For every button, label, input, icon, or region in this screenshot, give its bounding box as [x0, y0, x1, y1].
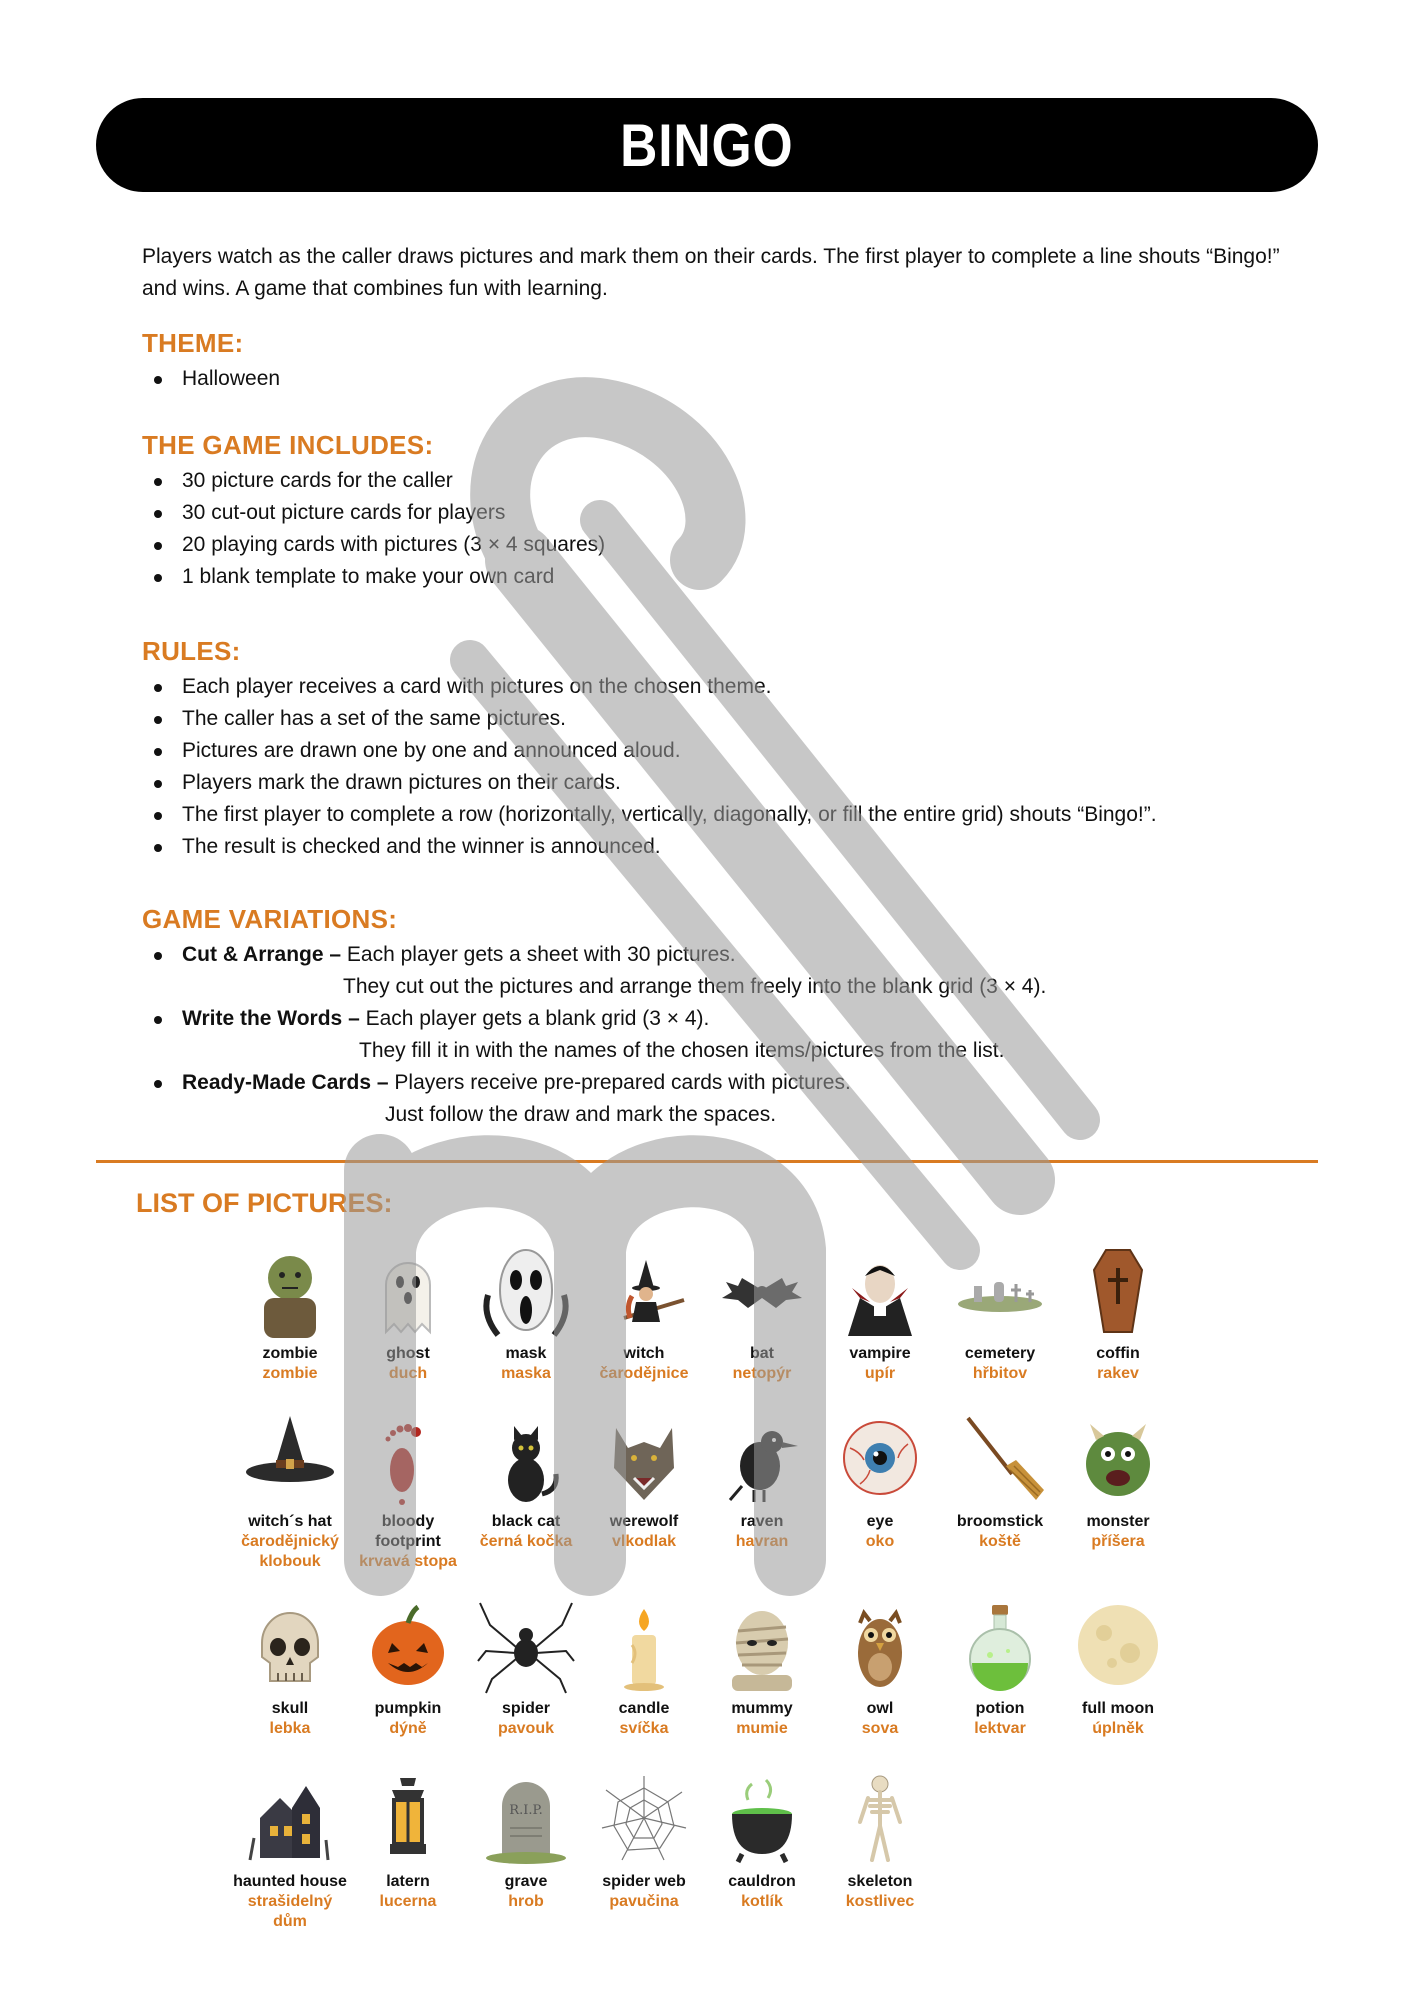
- picture-card: [348, 1408, 468, 1572]
- cemetery-icon: [950, 1240, 1050, 1340]
- picture-card: [348, 1595, 468, 1739]
- raven-icon: [712, 1408, 812, 1508]
- skeleton-icon: [830, 1768, 930, 1868]
- coffin-icon: [1068, 1240, 1168, 1340]
- monster-icon: [1068, 1408, 1168, 1508]
- skull-icon: [240, 1595, 340, 1695]
- picture-label-en: haunted house: [233, 1873, 347, 1890]
- rules-section: [142, 636, 1292, 863]
- rules-item: Each player receives a card with pictures on the chosen theme.: [182, 671, 1292, 703]
- variation-line2: Just follow the draw and mark the spaces.: [385, 1103, 777, 1126]
- picture-label-cz: vlkodlak: [611, 1533, 677, 1550]
- picture-card: [820, 1595, 940, 1739]
- picture-card: [584, 1595, 704, 1739]
- picture-card: [230, 1768, 350, 1932]
- rules-item: The first player to complete a row (horizontally, vertically, diagonally, or fill the entire grid) shouts “Bingo!”.: [182, 799, 1292, 831]
- variation-name: Write the Words –: [182, 1007, 360, 1030]
- variation-name: Ready-Made Cards –: [182, 1071, 389, 1094]
- picture-label-en: eye: [866, 1513, 894, 1530]
- eye-icon: [830, 1408, 930, 1508]
- picture-card: [1058, 1595, 1178, 1739]
- picture-label-cz: strašidelný dům: [247, 1893, 333, 1930]
- picture-label-cz: lebka: [269, 1720, 311, 1737]
- picture-label-cz: krvavá stopa: [359, 1553, 457, 1570]
- picture-label-cz: hrob: [508, 1893, 544, 1910]
- picture-card: [584, 1240, 704, 1384]
- variation-name: Cut & Arrange –: [182, 943, 342, 966]
- rules-heading: RULES:: [142, 636, 241, 666]
- variation-line1: Each player gets a sheet with 30 pictures.: [341, 943, 736, 966]
- picture-card: [820, 1768, 940, 1912]
- picture-label-en: vampire: [849, 1345, 911, 1362]
- picture-card: [702, 1768, 822, 1912]
- picture-label-en: skeleton: [847, 1873, 913, 1890]
- picture-label-en: witch: [623, 1345, 665, 1362]
- footprint-icon: [358, 1408, 458, 1508]
- picture-label-cz: čarodějnice: [599, 1365, 689, 1382]
- picture-card: [466, 1768, 586, 1912]
- picture-label-cz: pavučina: [609, 1893, 679, 1910]
- picture-card: [702, 1240, 822, 1384]
- picture-label-cz: rakev: [1097, 1365, 1139, 1382]
- picture-label-en: ghost: [386, 1345, 430, 1362]
- picture-label-cz: upír: [864, 1365, 896, 1382]
- picture-label-cz: čarodějnický klobouk: [241, 1533, 339, 1570]
- picture-label-en: owl: [866, 1700, 894, 1717]
- rules-item: Pictures are drawn one by one and announced aloud.: [182, 735, 1292, 767]
- picture-label-en: skull: [271, 1700, 309, 1717]
- rules-item: The result is checked and the winner is announced.: [182, 831, 1292, 863]
- picture-label-en: witch´s hat: [248, 1513, 332, 1530]
- black-cat-icon: [476, 1408, 576, 1508]
- title-bar: [96, 98, 1318, 192]
- picture-label-en: cauldron: [728, 1873, 796, 1890]
- picture-label-cz: příšera: [1091, 1533, 1145, 1550]
- full-moon-icon: [1068, 1595, 1168, 1695]
- includes-item: 30 picture cards for the caller: [182, 465, 1292, 497]
- intro-paragraph: Players watch as the caller draws pictures and mark them on their cards. The first player to complete a line shouts “Bingo!” and wins. A game that combines fun with learning.: [142, 245, 1280, 300]
- picture-card: [1058, 1240, 1178, 1384]
- picture-card: [940, 1240, 1060, 1384]
- picture-card: [584, 1768, 704, 1912]
- variation-line1: Each player gets a blank grid (3 × 4).: [359, 1007, 710, 1030]
- picture-label-cz: svíčka: [619, 1720, 669, 1737]
- picture-card: [348, 1768, 468, 1912]
- picture-label-en: black cat: [491, 1513, 561, 1530]
- zombie-icon: [240, 1240, 340, 1340]
- includes-item: 30 cut-out picture cards for players: [182, 497, 1292, 529]
- includes-heading: THE GAME INCLUDES:: [142, 430, 434, 460]
- broomstick-icon: [950, 1408, 1050, 1508]
- picture-label-en: bat: [750, 1345, 774, 1362]
- variations-heading: GAME VARIATIONS:: [142, 904, 398, 934]
- haunted-house-icon: [240, 1768, 340, 1868]
- picture-card: [466, 1408, 586, 1552]
- witch-hat-icon: [240, 1408, 340, 1508]
- picture-label-en: candle: [618, 1700, 670, 1717]
- picture-label-cz: duch: [388, 1365, 428, 1382]
- picture-label-en: monster: [1086, 1513, 1150, 1530]
- picture-label-en: grave: [504, 1873, 548, 1890]
- picture-card: [230, 1240, 350, 1384]
- picture-label-en: broomstick: [956, 1513, 1044, 1530]
- variation-item: [182, 939, 1292, 1003]
- pictures-heading: LIST OF PICTURES:: [136, 1188, 393, 1218]
- picture-label-en: cemetery: [964, 1345, 1036, 1362]
- includes-item: 1 blank template to make your own card: [182, 561, 1292, 593]
- variation-line2: They fill it in with the names of the chosen items/pictures from the list.: [359, 1039, 1005, 1062]
- picture-card: [820, 1240, 940, 1384]
- page-title: BINGO: [620, 111, 794, 179]
- picture-card: [702, 1408, 822, 1552]
- picture-label-cz: hřbitov: [972, 1365, 1028, 1382]
- picture-label-en: raven: [740, 1513, 784, 1530]
- picture-card: [466, 1595, 586, 1739]
- potion-icon: [950, 1595, 1050, 1695]
- picture-label-cz: mumie: [736, 1720, 788, 1737]
- picture-label-en: spider web: [602, 1873, 686, 1890]
- picture-label-en: full moon: [1082, 1700, 1154, 1717]
- picture-label-cz: koště: [979, 1533, 1021, 1550]
- picture-label-cz: pavouk: [497, 1720, 554, 1737]
- theme-section: [142, 328, 1292, 395]
- picture-label-cz: lektvar: [974, 1720, 1026, 1737]
- picture-card: [230, 1408, 350, 1572]
- picture-label-cz: havran: [735, 1533, 789, 1550]
- spider-web-icon: [594, 1768, 694, 1868]
- variations-section: [142, 904, 1292, 1131]
- pumpkin-icon: [358, 1595, 458, 1695]
- section-divider: [96, 1160, 1318, 1163]
- picture-label-en: mummy: [731, 1700, 793, 1717]
- picture-label-cz: maska: [501, 1365, 551, 1382]
- picture-label-en: mask: [505, 1345, 547, 1362]
- bat-icon: [712, 1240, 812, 1340]
- lantern-icon: [358, 1768, 458, 1868]
- werewolf-icon: [594, 1408, 694, 1508]
- spider-icon: [476, 1595, 576, 1695]
- picture-label-en: werewolf: [609, 1513, 679, 1530]
- picture-label-cz: černá kočka: [479, 1533, 573, 1550]
- mummy-icon: [712, 1595, 812, 1695]
- variation-line1: Players receive pre-prepared cards with pictures.: [388, 1071, 851, 1094]
- picture-label-cz: sova: [861, 1720, 899, 1737]
- owl-icon: [830, 1595, 930, 1695]
- candle-icon: [594, 1595, 694, 1695]
- picture-card: [230, 1595, 350, 1739]
- svg-text:R.I.P.: R.I.P.: [509, 1803, 543, 1818]
- picture-label-en: bloody footprint: [375, 1513, 441, 1550]
- picture-label-en: spider: [501, 1700, 550, 1717]
- picture-label-cz: dýně: [389, 1720, 427, 1737]
- picture-card: [940, 1595, 1060, 1739]
- picture-card: [820, 1408, 940, 1552]
- picture-label-en: latern: [386, 1873, 430, 1890]
- variation-line2: They cut out the pictures and arrange them freely into the blank grid (3 × 4).: [343, 975, 1047, 998]
- picture-label-cz: kotlík: [741, 1893, 783, 1910]
- rules-item: Players mark the drawn pictures on their cards.: [182, 767, 1292, 799]
- theme-heading: THEME:: [142, 328, 244, 358]
- picture-label-cz: úplněk: [1092, 1720, 1144, 1737]
- theme-item: Halloween: [182, 363, 1292, 395]
- picture-label-cz: zombie: [262, 1365, 318, 1382]
- picture-card: [584, 1408, 704, 1552]
- picture-label-en: pumpkin: [374, 1700, 442, 1717]
- picture-card: [940, 1408, 1060, 1552]
- picture-label-cz: lucerna: [379, 1893, 437, 1910]
- vampire-icon: [830, 1240, 930, 1340]
- picture-card: [702, 1595, 822, 1739]
- witch-icon: [594, 1240, 694, 1340]
- includes-item: 20 playing cards with pictures (3 × 4 squares): [182, 529, 1292, 561]
- variation-item: [182, 1067, 1292, 1131]
- picture-label-cz: netopýr: [732, 1365, 792, 1382]
- picture-card: [1058, 1408, 1178, 1552]
- picture-label-en: coffin: [1096, 1345, 1140, 1362]
- picture-card: [348, 1240, 468, 1384]
- ghost-icon: [358, 1240, 458, 1340]
- mask-icon: [476, 1240, 576, 1340]
- picture-card: [466, 1240, 586, 1384]
- grave-icon: [476, 1768, 576, 1868]
- cauldron-icon: [712, 1768, 812, 1868]
- picture-label-en: potion: [975, 1700, 1025, 1717]
- variation-item: [182, 1003, 1292, 1067]
- rules-item: The caller has a set of the same pictures.: [182, 703, 1292, 735]
- picture-label-cz: kostlivec: [845, 1893, 915, 1910]
- picture-label-cz: oko: [865, 1533, 895, 1550]
- picture-label-en: zombie: [262, 1345, 318, 1362]
- includes-section: [142, 430, 1292, 593]
